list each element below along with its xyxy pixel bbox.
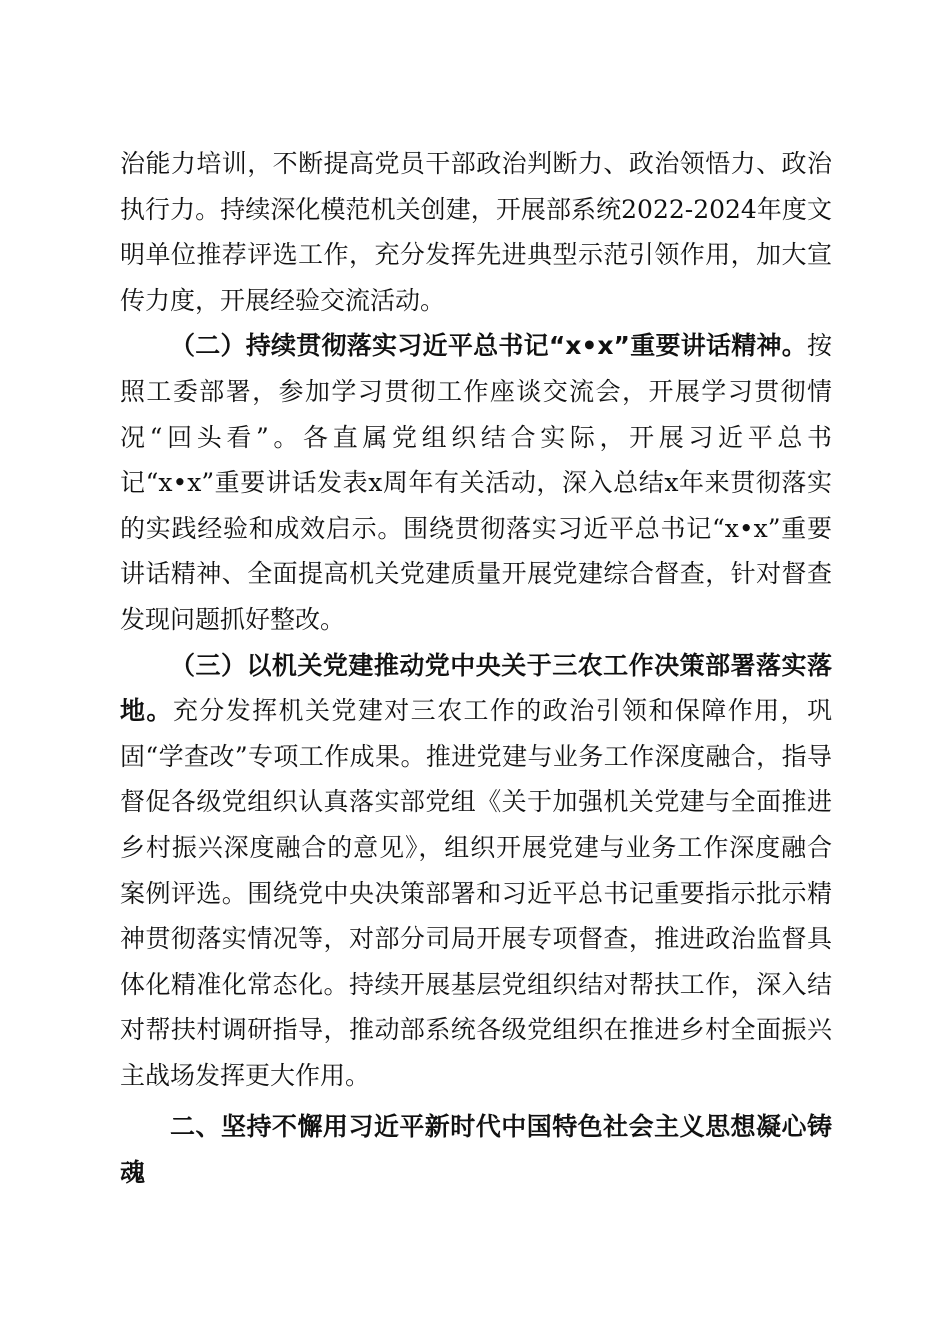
paragraph-lead: （三）以机关党建推动党中央关于三农工作决策部署落实落地。 (120, 650, 832, 726)
paragraph-body: 按照工委部署，参加学习贯彻工作座谈交流会，开展学习贯彻情况“回头看”。各直属党组织结合实际，开展习近平总书记“x•x”重要讲话发表x周年有关活动，深入总结x年来贯彻落实的实践经验和成效启示。围绕贯彻落实习近平总书记“x•x”重要讲话精神、全面提高机关党建质量开展党建综合督查，针对督查发现问题抓好整改。 (120, 331, 832, 634)
paragraph-item-3 (120, 643, 832, 1099)
document-page (120, 141, 832, 1196)
paragraph-item-2 (120, 323, 832, 642)
section-heading: 二、坚持不懈用习近平新时代中国特色社会主义思想凝心铸魂 (120, 1112, 832, 1188)
paragraph-lead: （二）持续贯彻落实习近平总书记“x•x”重要讲话精神。 (170, 331, 807, 361)
paragraph-body: 充分发挥机关党建对三农工作的政治引领和保障作用，巩固“学查改”专项工作成果。推进党建与业务工作深度融合，指导督促各级党组织认真落实部党组《关于加强机关党建与全面推进乡村振兴深度融合的意见》，组织开展党建与业务工作深度融合案例评选。围绕党中央决策部署和习近平总书记重要指示批示精神贯彻落实情况等，对部分司局开展专项督查，推进政治监督具体化精准化常态化。持续开展基层党组织结对帮扶工作，深入结对帮扶村调研指导，推动部系统各级党组织在推进乡村全面振兴主战场发挥更大作用。 (120, 696, 832, 1090)
paragraph-body: 治能力培训，不断提高党员干部政治判断力、政治领悟力、政治执行力。持续深化模范机关创建，开展部系统2022-2024年度文明单位推荐评选工作，充分发挥先进典型示范引领作用，加大宣传力度，开展经验交流活动。 (120, 149, 832, 315)
paragraph-continuation (120, 141, 832, 323)
